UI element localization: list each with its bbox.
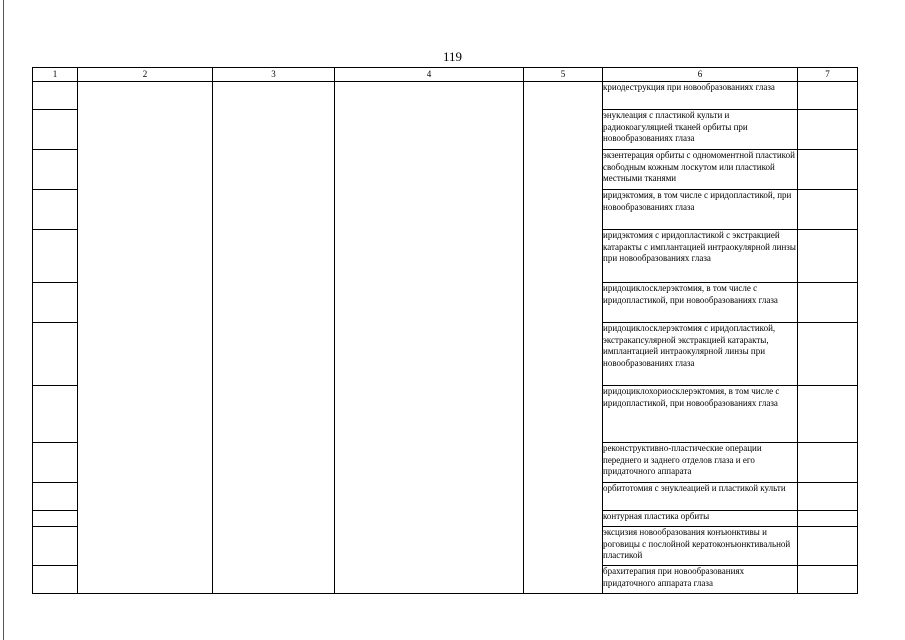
col1-cell [33, 110, 78, 150]
column-header: 5 [524, 68, 603, 82]
col2-merged-cell [78, 82, 213, 594]
col7-cell [798, 386, 858, 443]
procedure-cell: брахитерапия при новообразованиях придаточного аппарата глаза [603, 566, 798, 594]
procedure-cell: иридоциклосклерэктомия с иридопластикой, экстракапсулярной экстракцией катаракты, имплантацией интраокулярной линзы при новообразованиях глаза [603, 323, 798, 386]
procedure-cell: иридэктомия с иридопластикой с экстракцией катаракты с имплантацией интраокулярной линзы при новообразованиях глаза [603, 230, 798, 283]
col4-merged-cell [335, 82, 524, 594]
table-row [33, 82, 858, 110]
col7-cell [798, 82, 858, 110]
procedure-cell: энуклеация с пластикой культи и радиокоагуляцией тканей орбиты при новообразованиях глаза [603, 110, 798, 150]
col7-cell [798, 110, 858, 150]
col7-cell [798, 283, 858, 323]
col1-cell [33, 386, 78, 443]
procedure-cell: орбитотомия с энуклеацией и пластикой культи [603, 483, 798, 511]
procedure-cell: иридоциклохориосклерэктомия, в том числе с иридопластикой, при новообразованиях глаза [603, 386, 798, 443]
col1-cell [33, 511, 78, 527]
procedure-cell: контурная пластика орбиты [603, 511, 798, 527]
col1-cell [33, 283, 78, 323]
col1-cell [33, 566, 78, 594]
col1-cell [33, 190, 78, 230]
page-number: 119 [442, 49, 463, 64]
col1-cell [33, 443, 78, 483]
col7-cell [798, 527, 858, 566]
column-header: 3 [213, 68, 335, 82]
col1-cell [33, 82, 78, 110]
col7-cell [798, 443, 858, 483]
procedure-cell: иридоциклосклерэктомия, в том числе с иридопластикой, при новообразованиях глаза [603, 283, 798, 323]
column-header: 6 [603, 68, 798, 82]
col1-cell [33, 483, 78, 511]
col7-cell [798, 150, 858, 190]
col1-cell [33, 527, 78, 566]
column-header: 7 [798, 68, 858, 82]
col7-cell [798, 323, 858, 386]
col7-cell [798, 230, 858, 283]
col1-cell [33, 230, 78, 283]
col5-merged-cell [524, 82, 603, 594]
col7-cell [798, 190, 858, 230]
procedure-cell: иридэктомия, в том числе с иридопластикой, при новообразованиях глаза [603, 190, 798, 230]
procedure-cell: криодеструкция при новообразованиях глаза [603, 82, 798, 110]
col7-cell [798, 511, 858, 527]
col3-merged-cell [213, 82, 335, 594]
procedure-cell: экзентерация орбиты с одномоментной пластикой свободным кожным лоскутом или пластикой местными тканями [603, 150, 798, 190]
column-header: 1 [33, 68, 78, 82]
col7-cell [798, 483, 858, 511]
header-row [33, 68, 858, 82]
procedure-cell: реконструктивно-пластические операции переднего и заднего отделов глаза и его придаточного аппарата [603, 443, 798, 483]
procedure-cell: эксцизия новообразования конъюнктивы и роговицы с послойной кератоконъюнктивальной пластикой [603, 527, 798, 566]
col1-cell [33, 150, 78, 190]
column-header: 2 [78, 68, 213, 82]
procedures-table [32, 67, 858, 594]
col7-cell [798, 566, 858, 594]
page-left-edge [3, 0, 4, 640]
col1-cell [33, 323, 78, 386]
column-header: 4 [335, 68, 524, 82]
